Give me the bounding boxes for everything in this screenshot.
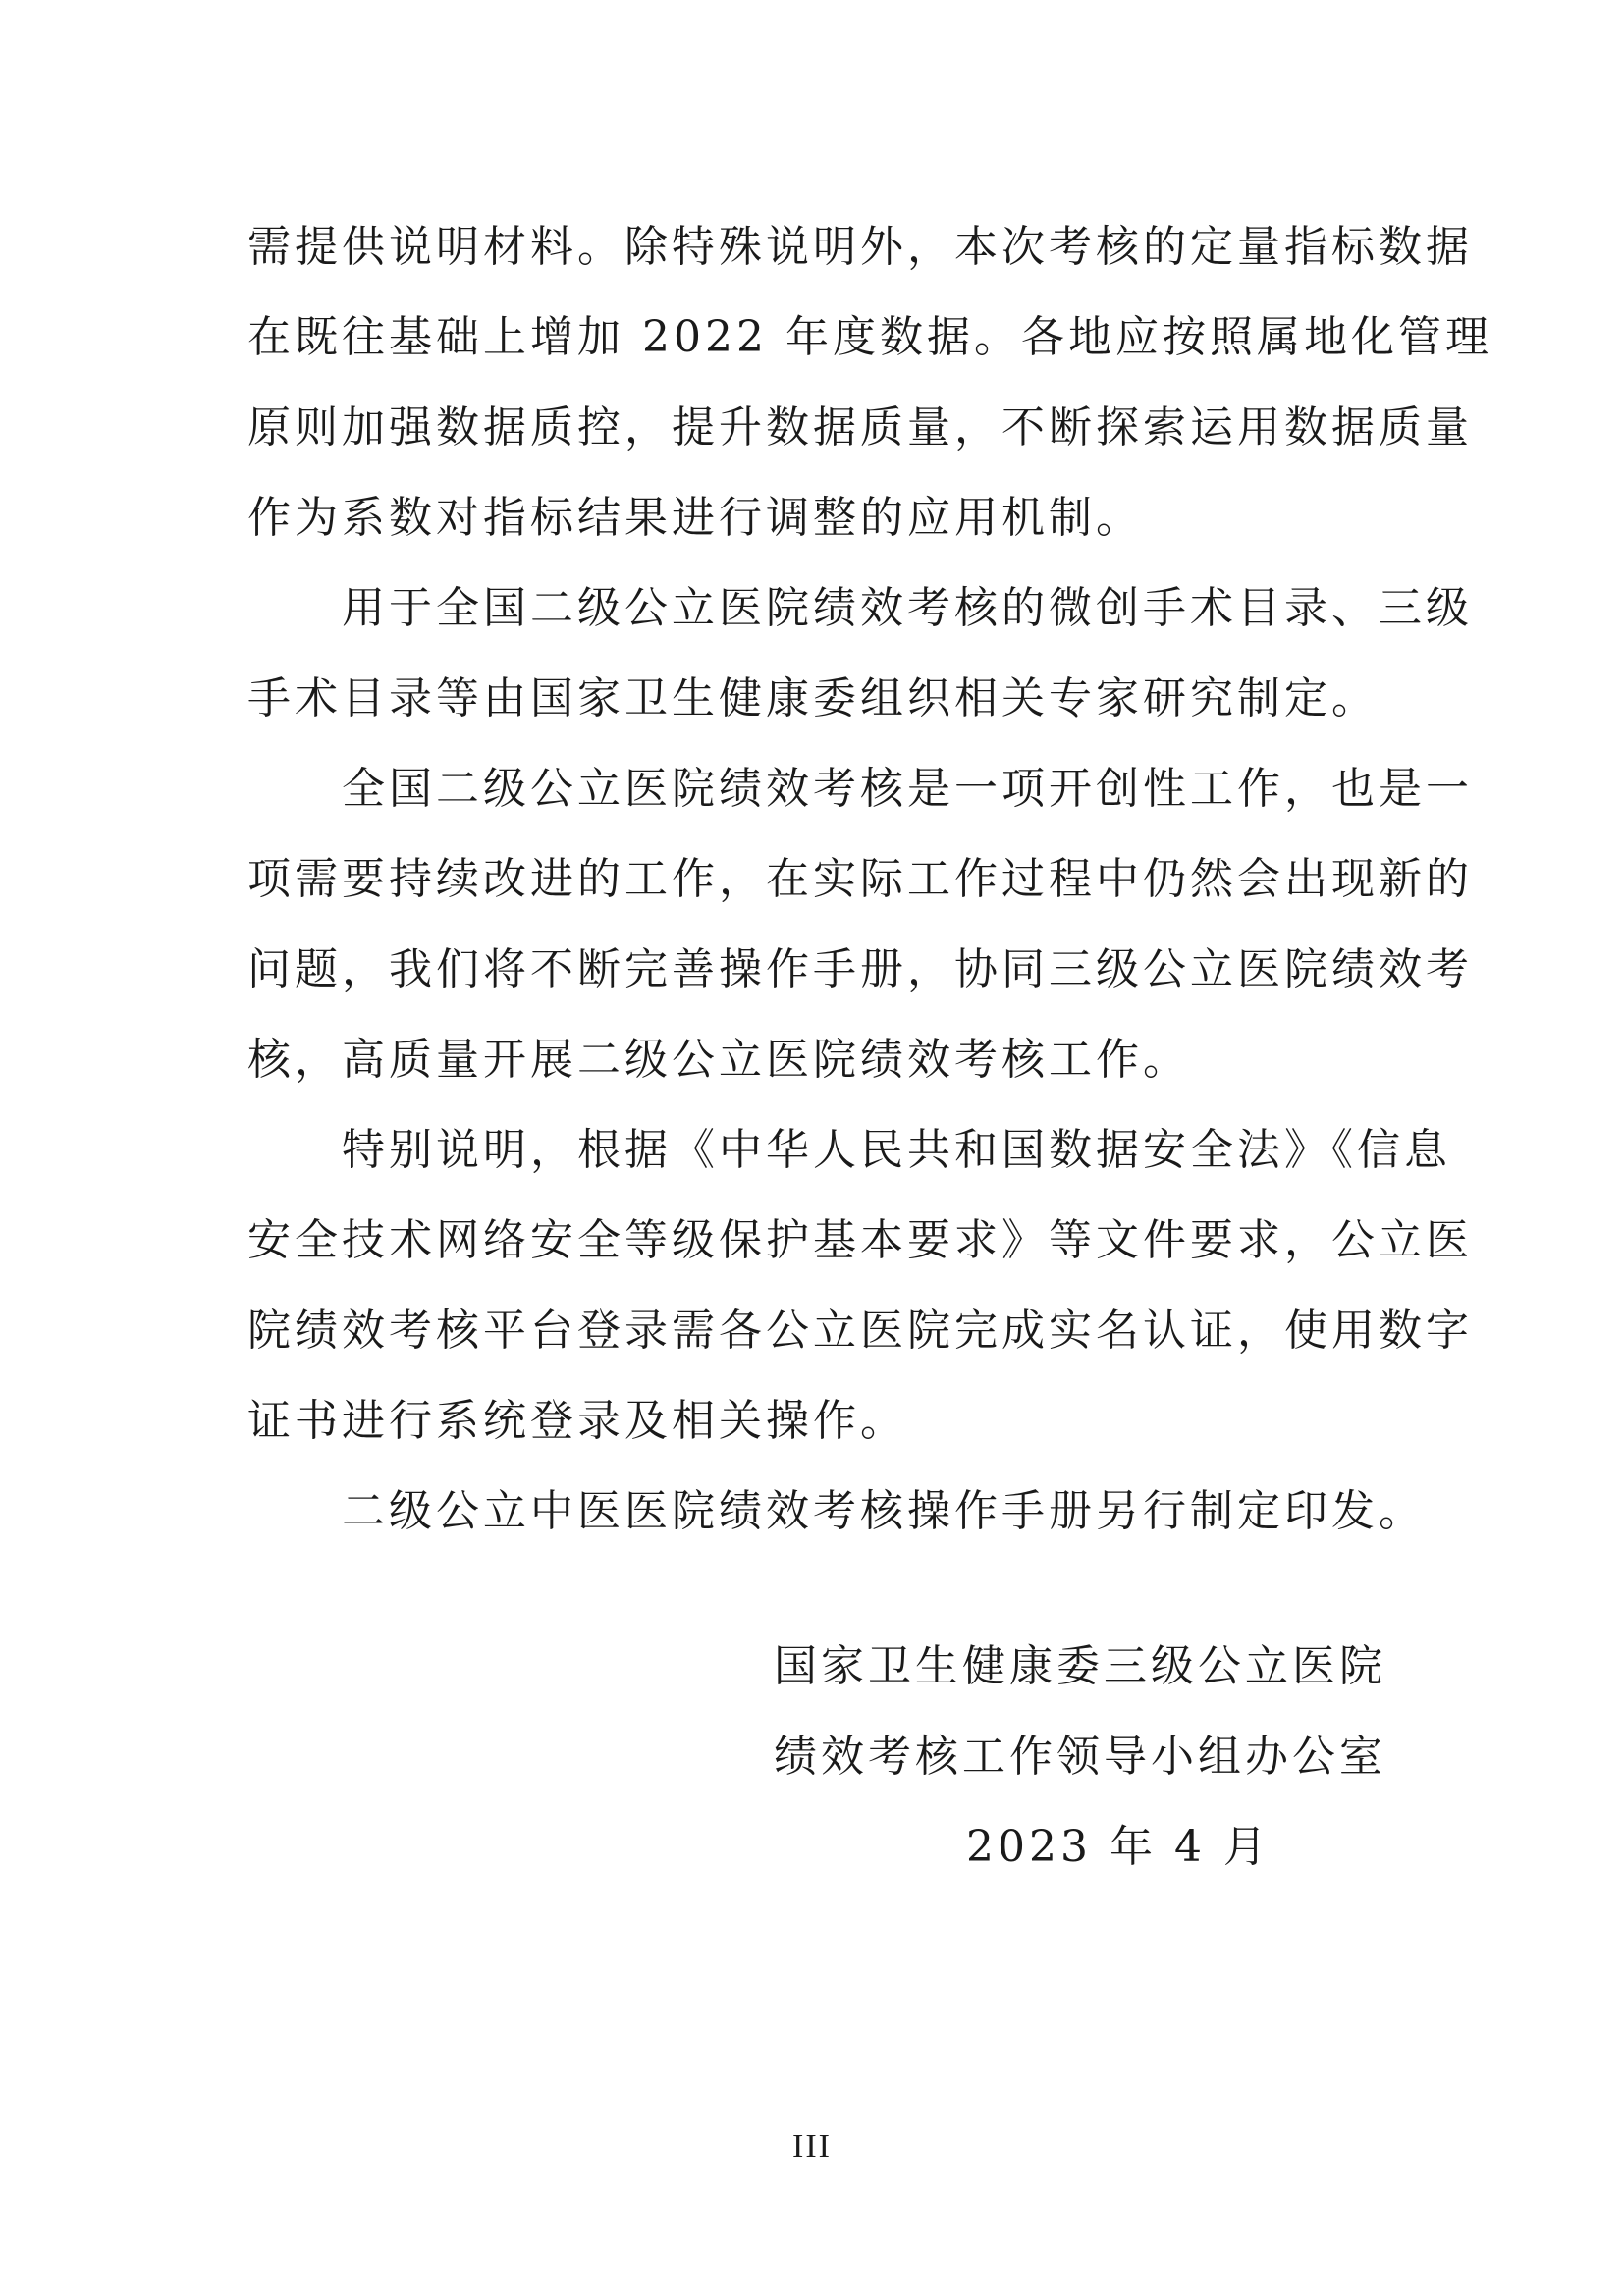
paragraph-1-line-3: 原则加强数据质控，提升数据质量，不断探索运用数据质量 [247,402,1473,453]
paragraph-3-line-1: 全国二级公立医院绩效考核是一项开创性工作，也是一 [342,764,1473,814]
paragraph-4-line-3: 院绩效考核平台登录需各公立医院完成实名认证，使用数字 [247,1306,1473,1356]
paragraph-3-line-4: 核，高质量开展二级公立医院绩效考核工作。 [247,1035,1190,1085]
signature-block [774,1622,1386,1893]
paragraph-4-line-4: 证书进行系统登录及相关操作。 [247,1396,907,1446]
paragraph-2-line-2: 手术目录等由国家卫生健康委组织相关专家研究制定。 [247,673,1379,723]
signature-org-line-2: 绩效考核工作领导小组办公室 [774,1732,1386,1782]
paragraph-3-line-3: 问题，我们将不断完善操作手册，协同三级公立医院绩效考 [247,944,1473,994]
paragraph-1-line-4: 作为系数对指标结果进行调整的应用机制。 [247,493,1143,543]
paragraph-1-line-1: 需提供说明材料。除特殊说明外，本次考核的定量指标数据 [247,222,1473,272]
body-text [247,202,1492,1557]
page-number: III [792,2128,832,2164]
paragraph-2-line-1: 用于全国二级公立医院绩效考核的微创手术目录、三级 [342,583,1473,633]
signature-date: 2023 年 4 月 [966,1822,1271,1872]
paragraph-5-line-1: 二级公立中医医院绩效考核操作手册另行制定印发。 [342,1486,1426,1536]
paragraph-3-line-2: 项需要持续改进的工作，在实际工作过程中仍然会出现新的 [247,854,1473,904]
paragraph-1-line-2: 在既往基础上增加 2022 年度数据。各地应按照属地化管理 [247,312,1492,362]
paragraph-4-line-1: 特别说明，根据《中华人民共和国数据安全法》《信息 [342,1125,1451,1175]
signature-org-line-1: 国家卫生健康委三级公立医院 [774,1641,1386,1691]
paragraph-4-line-2: 安全技术网络安全等级保护基本要求》等文件要求，公立医 [247,1215,1473,1265]
